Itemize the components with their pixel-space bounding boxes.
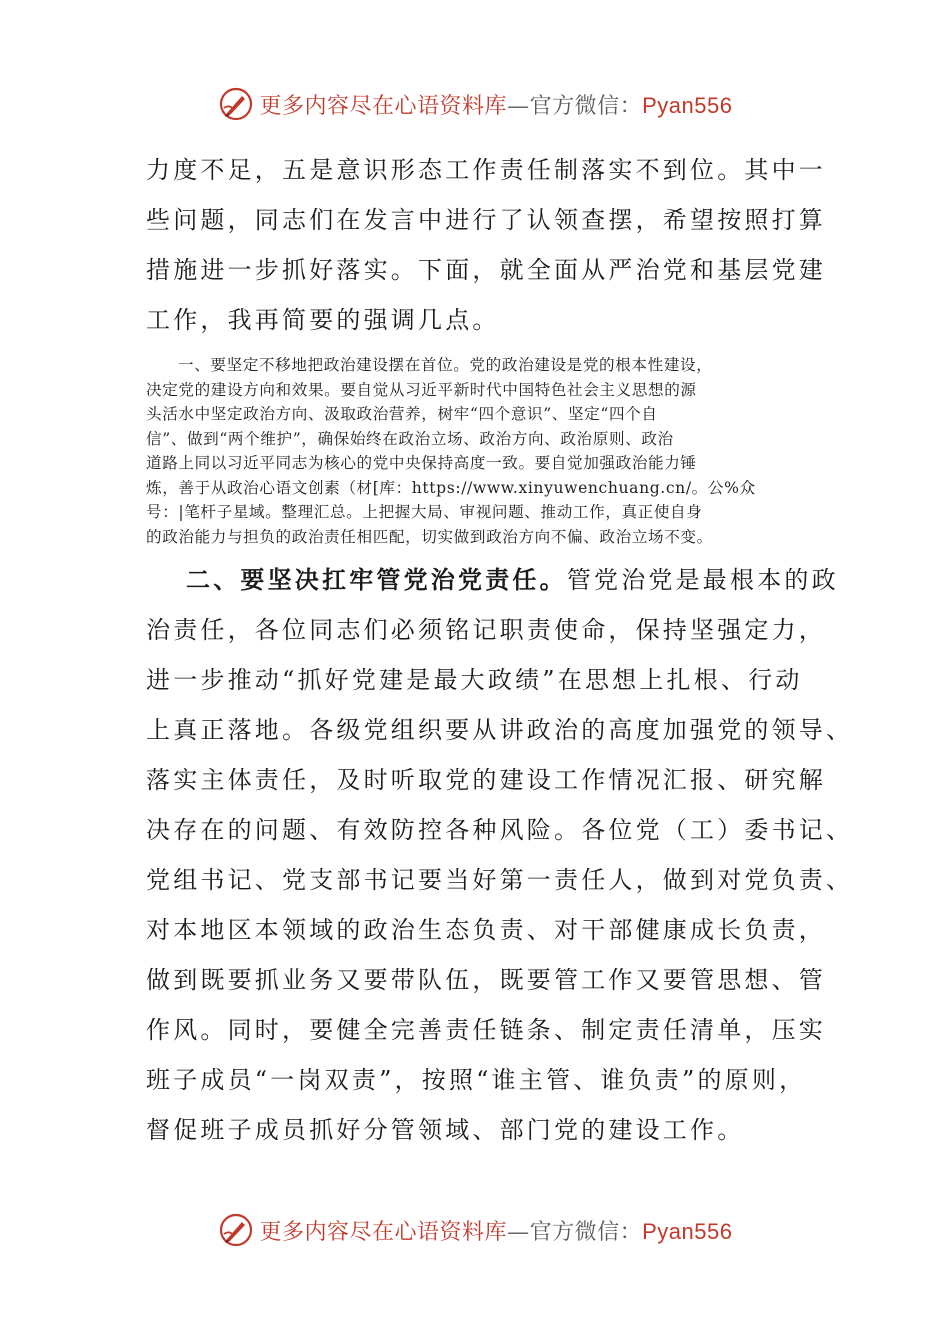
text-line: 进一步推动“抓好党建是最大政绩”在思想上扎根、行动	[146, 666, 803, 694]
header-brand: 更多内容尽在心语资料库	[259, 93, 508, 119]
section-heading: 二、要坚决扛牢管党治党责任。	[186, 565, 567, 594]
header-wechat-id: Pyan556	[642, 92, 733, 118]
text-line	[146, 555, 839, 605]
paragraph-2	[146, 353, 806, 549]
text-line: 炼，善于从政治心语文创素（材[库：https://www.xinyuwenchuang.cn/。公%众	[146, 478, 756, 497]
header-separator: —	[507, 93, 530, 119]
text-line: 力度不足，五是意识形态工作责任制落实不到位。其中一	[146, 156, 826, 184]
text-line: 些问题，同志们在发言中进行了认领查摆，希望按照打算	[146, 206, 826, 234]
text-line: 道路上同以习近平同志为核心的党中央保持高度一致。要自觉加强政治能力锤	[146, 454, 697, 472]
footer-brand: 更多内容尽在心语资料库	[259, 1219, 508, 1245]
text-line: 决存在的问题、有效防控各种风险。各位党（工）委书记、	[146, 816, 854, 844]
text-line: 党组书记、党支部书记要当好第一责任人，做到对党负责、	[146, 866, 854, 894]
text-line: 信”、做到“两个维护”，确保始终在政治立场、政治方向、政治原则、政治	[146, 429, 674, 448]
header-banner-text	[260, 89, 733, 120]
paragraph-3	[146, 555, 854, 1155]
pen-logo-icon	[218, 1212, 254, 1248]
footer-banner-text	[260, 1215, 733, 1246]
header-banner	[0, 84, 950, 124]
text-line: 落实主体责任，及时听取党的建设工作情况汇报、研究解	[146, 766, 826, 794]
paragraph-1	[146, 145, 826, 345]
text-line: 对本地区本领域的政治生态负责、对干部健康成长负责，	[146, 916, 826, 944]
header-wechat-label: 官方微信：	[529, 93, 643, 119]
text-line: 的政治能力与担负的政治责任相匹配，切实做到政治方向不偏、政治立场不变。	[146, 527, 713, 546]
text-line: 决定党的建设方向和效果。要自觉从习近平新时代中国特色社会主义思想的源	[146, 380, 697, 399]
document-body	[146, 145, 854, 1155]
text-line: 头活水中坚定政治方向、汲取政治营养，树牢“四个意识”、坚定“四个自	[146, 405, 658, 423]
footer-wechat-id: Pyan556	[642, 1218, 733, 1244]
heading-line-rest: 管党治党是最根本的政	[566, 566, 839, 594]
text-line: 治责任，各位同志们必须铭记职责使命，保持坚强定力，	[146, 616, 826, 644]
text-line: 号：|笔杆子星域。整理汇总。上把握大局、审视问题、推动工作，真正使自身	[146, 503, 703, 521]
text-line: 上真正落地。各级党组织要从讲政治的高度加强党的领导、	[146, 716, 854, 744]
pen-logo-icon	[218, 86, 254, 122]
text-line: 作风。同时，要健全完善责任链条、制定责任清单，压实	[146, 1016, 826, 1044]
text-line: 工作，我再简要的强调几点。	[146, 306, 500, 334]
text-line: 一、要坚定不移地把政治建设摆在首位。党的政治建设是党的根本性建设，	[178, 356, 713, 374]
footer-separator: —	[507, 1219, 530, 1245]
footer-banner	[0, 1210, 950, 1250]
text-line: 班子成员“一岗双责”，按照“谁主管、谁负责”的原则，	[146, 1066, 807, 1094]
footer-wechat-label: 官方微信：	[529, 1219, 643, 1245]
text-line: 措施进一步抓好落实。下面，就全面从严治党和基层党建	[146, 256, 826, 284]
text-line: 督促班子成员抓好分管领域、部门党的建设工作。	[146, 1116, 745, 1144]
text-line: 做到既要抓业务又要带队伍，既要管工作又要管思想、管	[146, 966, 826, 994]
